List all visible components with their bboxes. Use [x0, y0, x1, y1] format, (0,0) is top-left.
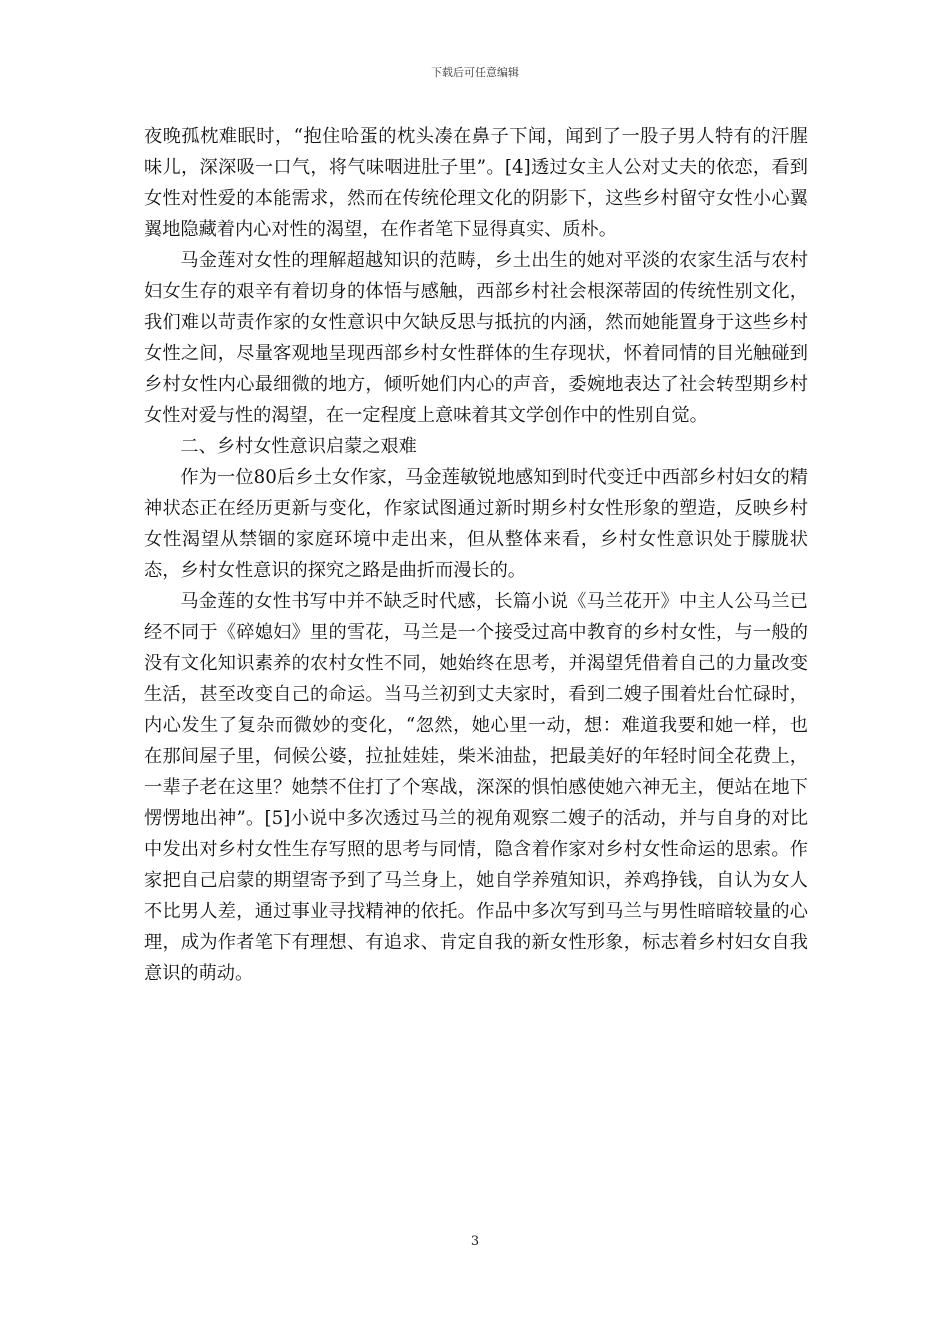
paragraph: 作为一位80后乡土女作家，马金莲敏锐地感知到时代变迁中西部乡村妇女的精神状态正在经历更新与变化，作家试图通过新时期乡村女性形象的塑造，反映乡村女性渴望从禁锢的家庭环境中走出来，但从整体来看，乡村女性意识处于朦胧状态，乡村女性意识的探究之路是曲折而漫长的。: [144, 467, 808, 581]
body-text: [144, 121, 808, 989]
page-number: 3: [470, 1234, 480, 1249]
paragraph: 马金莲对女性的理解超越知识的范畴，乡土出生的她对平淡的农家生活与农村妇女生存的艰辛有着切身的体悟与感触，西部乡村社会根深蒂固的传统性别文化，我们难以苛责作家的女性意识中欠缺反思与抵抗的内涵，然而她能置身于这些乡村女性之间，尽量客观地呈现西部乡村女性群体的生存现状，怀着同情的目光触碰到乡村女性内心最细微的地方，倾听她们内心的声音，委婉地表达了社会转型期乡村女性对爱与性的渴望，在一定程度上意味着其文学创作中的性别自觉。: [144, 250, 808, 426]
section-heading: 二、乡村女性意识启蒙之艰难: [180, 436, 417, 457]
page-header: 下载后可任意编辑: [431, 66, 519, 79]
paragraph-continuation: 夜晚孤枕难眠时，“抱住哈蛋的枕头凑在鼻子下闻，闻到了一股子男人特有的汗腥味儿，深深吸一口气，将气味咽进肚子里”。[4]透过女主人公对丈夫的依恋，看到女性对性爱的本能需求，然而在传统伦理文化的阴影下，这些乡村留守女性小心翼翼地隐藏着内心对性的渴望，在作者笔下显得真实、质朴。: [144, 126, 808, 240]
paragraph: 马金莲的女性书写中并不缺乏时代感，长篇小说《马兰花开》中主人公马兰已经不同于《碎媳妇》里的雪花，马兰是一个接受过高中教育的乡村女性，与一般的没有文化知识素养的农村女性不同，她始终在思考，并渴望凭借着自己的力量改变生活，甚至改变自己的命运。当马兰初到丈夫家时，看到二嫂子围着灶台忙碌时，内心发生了复杂而微妙的变化，“忽然，她心里一动，想：难道我要和她一样，也在那间屋子里，伺候公婆，拉扯娃娃，柴米油盐，把最美好的年轻时间全花费上，一辈子老在这里？她禁不住打了个寒战，深深的惧怕感使她六神无主，便站在地下愣愣地出神”。[5]小说中多次透过马兰的视角观察二嫂子的活动，并与自身的对比中发出对乡村女性生存写照的思考与同情，隐含着作家对乡村女性命运的思索。作家把自己启蒙的期望寄予到了马兰身上，她自学养殖知识，养鸡挣钱，自认为女人不比男人差，通过事业寻找精神的依托。作品中多次写到马兰与男性暗暗较量的心理，成为作者笔下有理想、有追求、肯定自我的新女性形象，标志着乡村妇女自我意识的萌动。: [144, 591, 808, 984]
